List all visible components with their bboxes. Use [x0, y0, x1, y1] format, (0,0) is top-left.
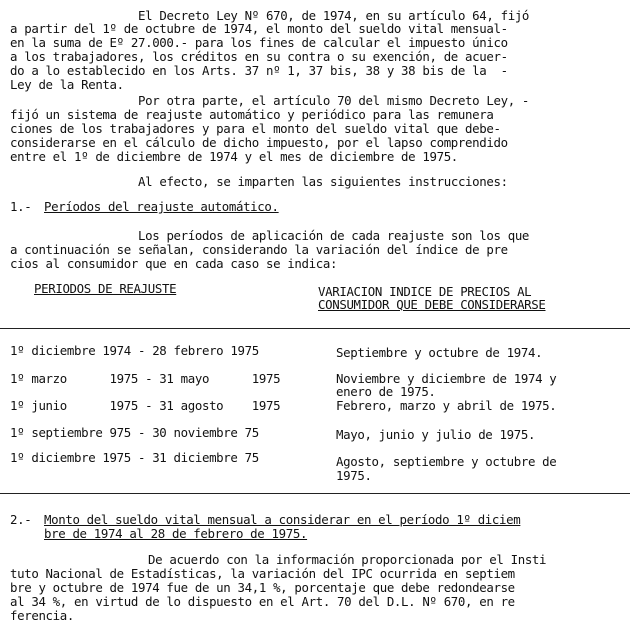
- section2-title-line-1: Monto del sueldo vital mensual a considerar en el período 1º diciem: [44, 512, 521, 527]
- intro-line-6: Ley de la Renta.: [10, 77, 124, 92]
- section-divider: [0, 493, 630, 494]
- section2-para-line-1: De acuerdo con la información proporcionada por el Insti: [148, 552, 547, 567]
- table-header-variation-1: VARIACION INDICE DE PRECIOS AL: [318, 284, 532, 299]
- table-row-5-variation-1: Agosto, septiembre y octubre de: [336, 454, 557, 469]
- table-row-2-variation-1: Noviembre y diciembre de 1974 y: [336, 371, 557, 386]
- second-para-line-4: considerarse en el cálculo de dicho impuesto, por el lapso comprendido: [10, 135, 508, 150]
- section2-para-line-5: ferencia.: [10, 608, 74, 623]
- section2-number: 2.-: [10, 512, 32, 527]
- section1-para-line-3: cios al consumidor que en cada caso se indica:: [10, 256, 338, 271]
- section2-para-line-3: bre y octubre de 1974 fue de un 34,1 %, porcentaje que debe redondearse: [10, 580, 515, 595]
- table-header-periods: PERIODOS DE REAJUSTE: [34, 281, 177, 296]
- table-row-4-period: 1º septiembre 975 - 30 noviembre 75: [10, 425, 259, 440]
- table-row-3-variation: Febrero, marzo y abril de 1975.: [336, 398, 557, 413]
- section2-title-line-2: bre de 1974 al 28 de febrero de 1975.: [44, 526, 308, 541]
- section1-para-line-2: a continuación se señalan, considerando la variación del índice de pre: [10, 242, 508, 257]
- table-row-1-period: 1º diciembre 1974 - 28 febrero 1975: [10, 343, 259, 358]
- table-row-5-period: 1º diciembre 1975 - 31 diciembre 75: [10, 450, 259, 465]
- section1-title: Períodos del reajuste automático.: [44, 199, 279, 214]
- second-para-line-1: Por otra parte, el artículo 70 del mismo Decreto Ley, -: [138, 93, 530, 108]
- table-header-variation-2: CONSUMIDOR QUE DEBE CONSIDERARSE: [318, 297, 546, 312]
- section1-number: 1.-: [10, 199, 32, 214]
- table-row-3-period: 1º junio 1975 - 31 agosto 1975: [10, 398, 281, 413]
- intro-line-5: do a lo establecido en los Arts. 37 nº 1, 37 bis, 38 y 38 bis de la -: [10, 63, 508, 78]
- second-para-line-2: fijó un sistema de reajuste automático y periódico para las remunera: [10, 107, 494, 122]
- table-row-5-variation-2: 1975.: [336, 468, 372, 483]
- second-para-line-3: ciones de los trabajadores y para el monto del sueldo vital que debe-: [10, 121, 501, 136]
- table-row-2-period: 1º marzo 1975 - 31 mayo 1975: [10, 371, 281, 386]
- section2-para-line-2: tuto Nacional de Estadísticas, la variación del IPC ocurrida en septiem: [10, 566, 515, 581]
- section2-para-line-4: al 34 %, en virtud de lo dispuesto en el Art. 70 del D.L. Nº 670, en re: [10, 594, 515, 609]
- instructions-line: Al efecto, se imparten las siguientes instrucciones:: [138, 174, 508, 189]
- table-divider: [0, 328, 630, 329]
- table-row-2-variation-2: enero de 1975.: [336, 384, 436, 399]
- second-para-line-5: entre el 1º de diciembre de 1974 y el mes de diciembre de 1975.: [10, 149, 458, 164]
- table-row-4-variation: Mayo, junio y julio de 1975.: [336, 427, 536, 442]
- intro-line-4: a los trabajadores, los créditos en su contra o su exención, de acuer-: [10, 49, 508, 64]
- intro-line-3: en la suma de Eº 27.000.- para los fines de calcular el impuesto único: [10, 35, 508, 50]
- intro-line-2: a partir del 1º de octubre de 1974, el monto del sueldo vital mensual-: [10, 21, 508, 36]
- intro-line-1: El Decreto Ley Nº 670, de 1974, en su artículo 64, fijó: [138, 8, 530, 23]
- table-row-1-variation: Septiembre y octubre de 1974.: [336, 345, 543, 360]
- section1-para-line-1: Los períodos de aplicación de cada reajuste son los que: [138, 228, 530, 243]
